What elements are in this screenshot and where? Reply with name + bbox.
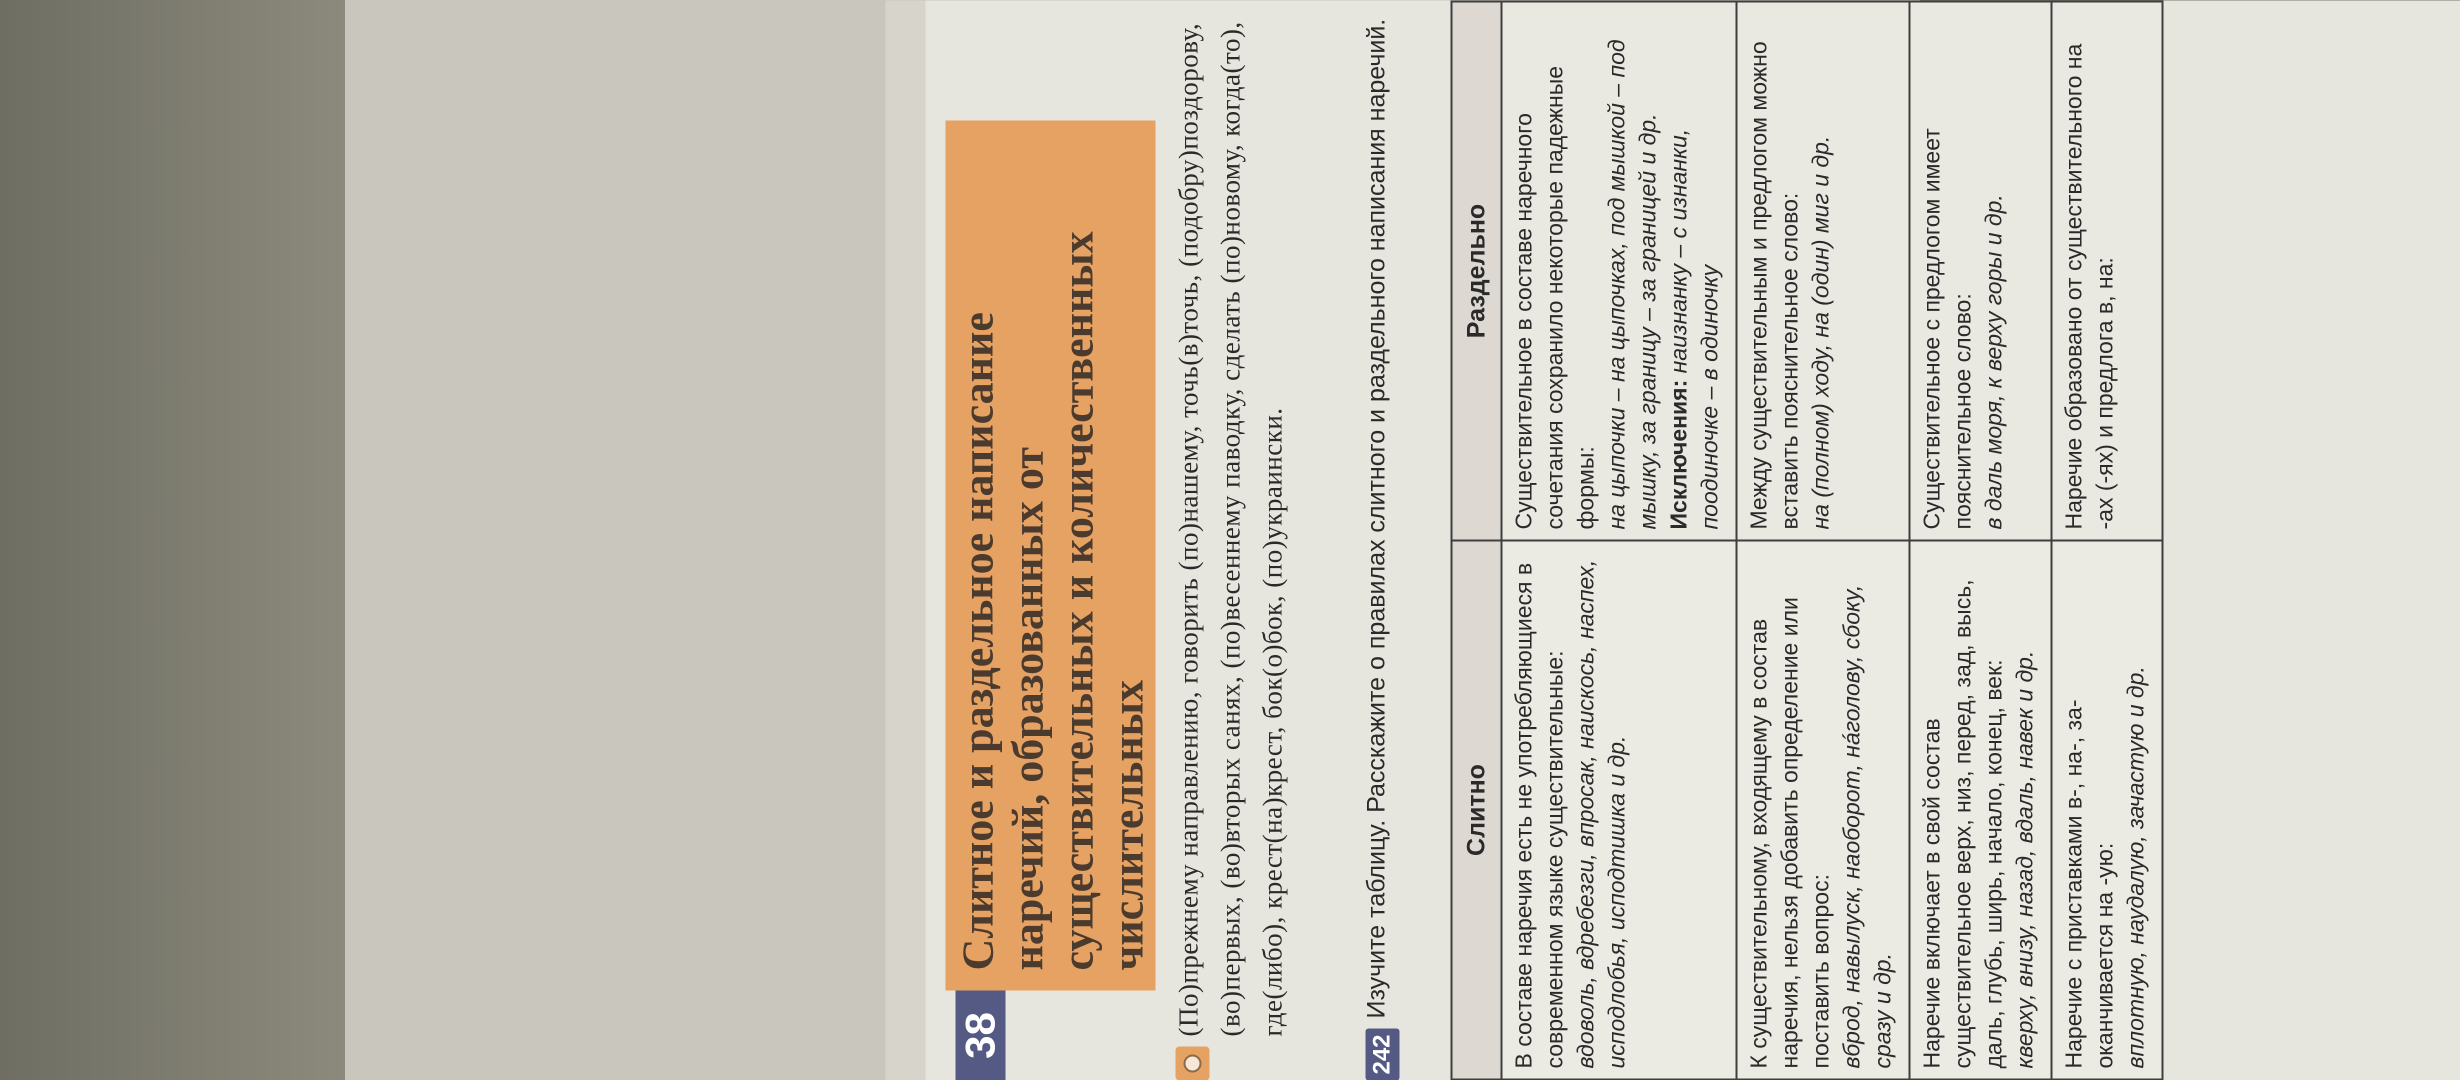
table-row <box>1501 1 1736 1079</box>
example-words: вдоволь, вдребезги, впросак, наискось, наспех, исподлобья, исподтишка и др. <box>1572 559 1629 1068</box>
rule-text: Существительное в составе наречного сочетания сохранило некоторые падежные формы: <box>1510 65 1598 529</box>
exercise-text: (По)прежнему направлению, говорить (по)нашему, точь(в)точь, (подобру)поздорову, (во)первых, (во)вторых санях, (по)весеннему паводку, сделать (по)новому, когда(то), где(либо), крест(на)крест, бок(о)бок, (по)украински. <box>1173 20 1287 1036</box>
rule-text: Между существительным и предлогом можно вставить пояснительное слово: <box>1745 40 1802 529</box>
table-row <box>2051 1 2162 1079</box>
rules-table <box>1450 0 2163 1080</box>
table-header-row <box>1451 1 1501 1079</box>
rule-text: Существительное с предлогом имеет пояснительное слово: <box>1918 127 1975 529</box>
example-words: на (полном) ходу, на (один) миг и др. <box>1807 135 1833 529</box>
table-row <box>1909 1 2051 1079</box>
task-number-badge <box>1365 1028 1399 1080</box>
header-separate: Раздельно <box>1451 1 1501 540</box>
textbook-page <box>885 0 2460 1080</box>
example-words: вброд, навылуск, наоборот, нáголову, сбоку, сразу и др. <box>1838 584 1895 1068</box>
cell-solid <box>1501 540 1736 1079</box>
rule-text: Наречие включает в свой состав существительное верх, низ, перед, зад, высь, даль, глубь, ширь, начало, конец, век: <box>1918 578 2006 1068</box>
page-top-band <box>885 0 925 1080</box>
rule-text: К существительному, входящему в состав наречия, нельзя добавить определение или поставить вопрос: <box>1745 596 1833 1068</box>
page-title: Слитное и раздельное написание наречий, образованных от существительных и количественных числительных <box>953 230 1152 970</box>
rule-text: Наречие образовано от существительного на -ах (-ях) и предлога в, на: <box>2060 43 2117 529</box>
example-words: вплотную, наудалую, зачастую и др. <box>2122 665 2148 1068</box>
rule-text: Наречие с приставками в-, на-, за- оканчивается на -ую: <box>2060 699 2117 1068</box>
rule-text: В составе наречия есть не употребляющиеся в современном языке существительные: <box>1510 562 1567 1068</box>
header-solid: Слитно <box>1451 540 1501 1079</box>
cell-separate <box>2051 1 2162 540</box>
cell-separate <box>1909 1 2051 540</box>
exercise-icon <box>1175 1046 1209 1080</box>
cell-separate <box>1736 1 1909 540</box>
paragraph-number: 38 <box>956 1011 1003 1059</box>
example-words: на цыпочки – на цыпочках, под мышкой – под мышку, за границу – за границей и др. <box>1603 38 1660 529</box>
cell-solid <box>2051 540 2162 1079</box>
cell-solid <box>1736 540 1909 1079</box>
example-words: в даль моря, к верху горы и др. <box>1980 193 2006 529</box>
example-words: кверху, внизу, назад, вдаль, навек и др. <box>2011 650 2037 1068</box>
exceptions-words: наизнанку – с изнанки, поодиночке – в одиночку <box>1665 128 1722 529</box>
paragraph-number-tab <box>955 990 1005 1080</box>
task-text: Изучите таблицу. Расскажите о правилах слитного и раздельного написания наречий. <box>1362 18 1390 1018</box>
exceptions-label: Исключения: <box>1665 379 1691 529</box>
cell-solid <box>1909 540 2051 1079</box>
title-banner <box>945 120 1155 990</box>
cell-separate <box>1501 1 1736 540</box>
task-number: 242 <box>1368 1033 1395 1075</box>
table-row <box>1736 1 1909 1079</box>
